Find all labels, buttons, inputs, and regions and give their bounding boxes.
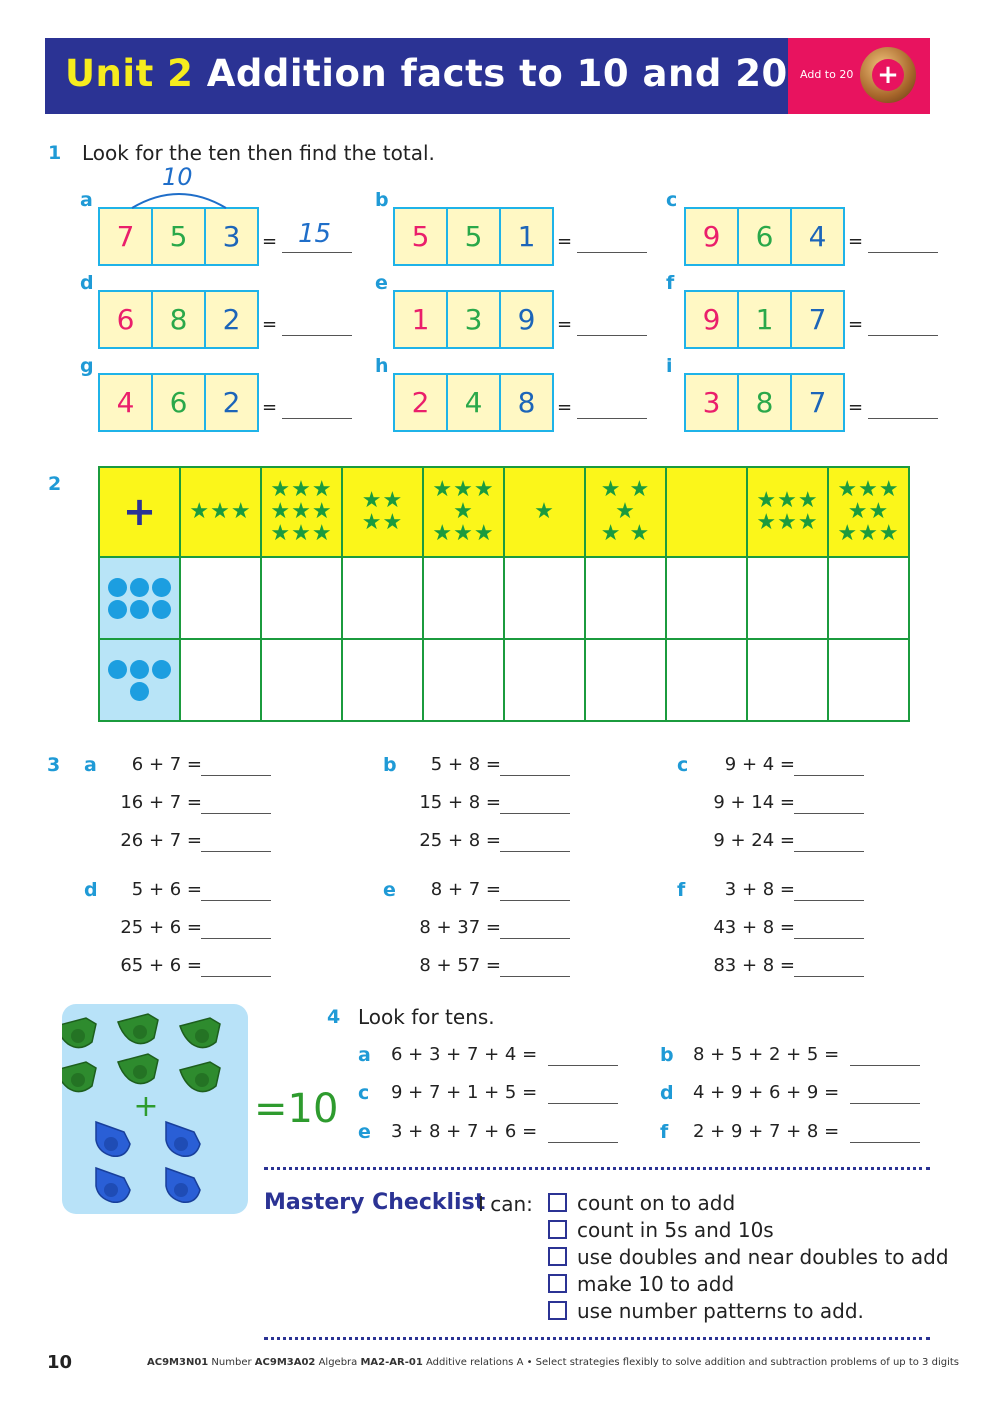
q4-answer-line[interactable] xyxy=(548,1102,618,1104)
q3-sum: 8 + 57 = xyxy=(419,955,501,976)
q1-equals: = xyxy=(557,231,573,252)
answer-cell[interactable] xyxy=(747,557,828,639)
q1-number-cell: 9 xyxy=(686,292,739,347)
answer-cell[interactable] xyxy=(666,557,747,639)
checklist-text: use number patterns to add. xyxy=(577,1299,864,1323)
answer-cell[interactable] xyxy=(666,639,747,721)
q1-label: f xyxy=(666,272,675,294)
q4-sum: 2 + 9 + 7 + 8 = xyxy=(693,1121,840,1142)
topic-tag-label: Add to 20 xyxy=(800,68,854,81)
checkbox-icon[interactable] xyxy=(548,1220,567,1239)
q1-number-cell: 1 xyxy=(395,292,448,347)
unit-header xyxy=(45,38,930,114)
q3-answer-line[interactable] xyxy=(794,975,864,977)
q1-number-cell: 3 xyxy=(448,292,501,347)
q1-equals: = xyxy=(262,314,278,335)
q1-answer-line[interactable] xyxy=(282,251,352,253)
q4-answer-line[interactable] xyxy=(850,1064,920,1066)
q3-answer-line[interactable] xyxy=(794,937,864,939)
q3-sum: 83 + 8 = xyxy=(713,955,795,976)
addition-grid xyxy=(98,466,910,722)
page-title xyxy=(65,52,788,95)
q3-answer-line[interactable] xyxy=(201,937,271,939)
q3-sum: 65 + 6 = xyxy=(120,955,202,976)
q3-answer-line[interactable] xyxy=(201,812,271,814)
star-icon-row: ★ xyxy=(453,499,474,524)
star-icon-row: ★★★ xyxy=(270,499,333,524)
answer-cell[interactable] xyxy=(504,557,585,639)
star-icon-row: ★★★ xyxy=(432,477,495,502)
q3-label: e xyxy=(383,879,396,901)
green-whistle-icon xyxy=(118,1014,158,1044)
q1-label: e xyxy=(375,272,388,294)
code-algebra-label: Algebra xyxy=(318,1357,358,1368)
q3-label: b xyxy=(383,754,397,776)
q2-number: 2 xyxy=(48,473,62,495)
q1-label: c xyxy=(666,189,678,211)
answer-cell[interactable] xyxy=(585,639,666,721)
q3-sum: 8 + 37 = xyxy=(419,917,501,938)
q3-label: f xyxy=(677,879,686,901)
row-header-dots xyxy=(99,639,180,721)
q1-number-cell: 9 xyxy=(517,303,536,336)
page-number: 10 xyxy=(47,1352,73,1373)
q1-label: a xyxy=(80,189,93,211)
q3-sum: 6 + 7 = xyxy=(131,754,202,775)
q3-sum: 26 + 7 = xyxy=(120,830,202,851)
q1-number-cell: 5 xyxy=(448,209,501,264)
q3-label: d xyxy=(84,879,98,901)
answer-cell[interactable] xyxy=(828,639,909,721)
checkbox-icon[interactable] xyxy=(548,1247,567,1266)
star-header-cell xyxy=(342,467,423,557)
q1-number-strip xyxy=(98,373,259,432)
q3-answer-line[interactable] xyxy=(794,850,864,852)
q1-label: h xyxy=(375,355,389,377)
plus-symbol: + xyxy=(872,59,904,91)
q1-equals: = xyxy=(262,397,278,418)
q1-number-cell: 7 xyxy=(100,209,153,264)
code-additive-label: Additive relations A • Select strategies flexibly to solve addition and subtraction problems of up to 3 digits xyxy=(425,1357,959,1368)
answer-cell[interactable] xyxy=(747,639,828,721)
q3-answer-line[interactable] xyxy=(500,937,570,939)
green-whistle-icon xyxy=(62,1062,96,1092)
blue-whistle-icon xyxy=(96,1122,130,1156)
code-algebra: AC9M3A02 xyxy=(254,1357,316,1368)
q1-number-cell: 6 xyxy=(153,375,206,430)
dot-icon xyxy=(152,600,171,619)
q3-sum: 5 + 8 = xyxy=(430,754,501,775)
star-icon-row: ★★★ xyxy=(432,521,495,546)
q3-number: 3 xyxy=(47,754,61,776)
q3-answer-line[interactable] xyxy=(500,899,570,901)
answer-cell[interactable] xyxy=(261,557,342,639)
answer-cell[interactable] xyxy=(828,557,909,639)
whistles-illustration xyxy=(62,1004,248,1214)
q1-number: 1 xyxy=(48,142,62,164)
answer-cell[interactable] xyxy=(423,639,504,721)
q3-answer-line[interactable] xyxy=(500,774,570,776)
star-icon-row: ★★ xyxy=(361,510,404,535)
q1-handwritten-answer: 15 xyxy=(298,219,332,249)
q1-label: g xyxy=(80,355,94,377)
q1-number-cell: 1 xyxy=(517,220,536,253)
star-header-cell xyxy=(180,467,261,557)
q3-sum: 25 + 8 = xyxy=(419,830,501,851)
q1-number-cell: 8 xyxy=(517,386,536,419)
green-whistle-icon xyxy=(118,1054,158,1084)
star-icon-row: ★ ★ xyxy=(600,521,651,546)
q1-number-cell: 3 xyxy=(686,375,739,430)
q1-number-cell: 9 xyxy=(686,209,739,264)
answer-cell[interactable] xyxy=(180,639,261,721)
star-icon-row: ★★★ xyxy=(189,499,252,524)
green-whistle-icon xyxy=(180,1018,220,1048)
unit-title: Addition facts to 10 and 20 xyxy=(206,52,788,95)
q1-number-strip xyxy=(684,373,845,432)
q3-answer-line[interactable] xyxy=(201,850,271,852)
q1-answer-line[interactable] xyxy=(868,334,938,336)
star-icon-row: ★ xyxy=(615,499,636,524)
code-number: AC9M3N01 xyxy=(147,1357,209,1368)
q4-label: c xyxy=(358,1082,370,1104)
q1-answer-line[interactable] xyxy=(868,251,938,253)
q1-number-cell: 4 xyxy=(448,375,501,430)
q1-number-cell: 4 xyxy=(100,375,153,430)
dot-icon xyxy=(130,682,149,701)
checklist-text: use doubles and near doubles to add xyxy=(577,1245,949,1269)
q4-answer-line[interactable] xyxy=(850,1141,920,1143)
add-badge-icon xyxy=(860,47,916,103)
star-icon-row: ★★★ xyxy=(270,521,333,546)
checkbox-icon[interactable] xyxy=(548,1301,567,1320)
q1-number-cell: 2 xyxy=(395,375,448,430)
q4-sum: 6 + 3 + 7 + 4 = xyxy=(391,1044,538,1065)
q3-sum: 9 + 24 = xyxy=(713,830,795,851)
answer-cell[interactable] xyxy=(261,639,342,721)
checklist-item xyxy=(548,1299,949,1326)
q1-number-strip xyxy=(684,290,845,349)
q3-answer-line[interactable] xyxy=(500,850,570,852)
q3-label: c xyxy=(677,754,689,776)
q4-label: e xyxy=(358,1121,371,1143)
star-icon-row: ★★★ xyxy=(270,477,333,502)
q1-number-strip xyxy=(393,207,554,266)
q1-number-cell: 4 xyxy=(808,220,827,253)
q4-sum: 3 + 8 + 7 + 6 = xyxy=(391,1121,538,1142)
checklist-item xyxy=(548,1218,949,1245)
q3-answer-line[interactable] xyxy=(794,812,864,814)
checkbox-icon[interactable] xyxy=(548,1274,567,1293)
checklist-item xyxy=(548,1191,949,1218)
q4-sum: 9 + 7 + 1 + 5 = xyxy=(391,1082,538,1103)
q3-answer-line[interactable] xyxy=(201,774,271,776)
answer-cell[interactable] xyxy=(342,639,423,721)
q1-number-cell: 2 xyxy=(222,303,241,336)
q1-number-strip xyxy=(98,207,259,266)
q1-label: i xyxy=(666,355,673,377)
code-additive: MA2-AR-01 xyxy=(360,1357,423,1368)
dot-icon xyxy=(130,660,149,679)
whistles-picture xyxy=(62,1004,248,1214)
topic-tag xyxy=(788,38,930,114)
answer-cell[interactable] xyxy=(504,639,585,721)
q1-answer-line[interactable] xyxy=(282,417,352,419)
star-icon-row: ★★★ xyxy=(756,488,819,513)
star-header-cell xyxy=(261,467,342,557)
q4-answer-line[interactable] xyxy=(850,1102,920,1104)
checklist-text: count on to add xyxy=(577,1191,736,1215)
dot-icon xyxy=(152,660,171,679)
checklist-item xyxy=(548,1272,949,1299)
q3-label: a xyxy=(84,754,97,776)
checkbox-icon[interactable] xyxy=(548,1193,567,1212)
q1-number-cell: 5 xyxy=(395,209,448,264)
mastery-checklist xyxy=(548,1191,949,1326)
q1-number-cell: 1 xyxy=(739,292,792,347)
star-header-cell xyxy=(585,467,666,557)
q3-sum: 16 + 7 = xyxy=(120,792,202,813)
q1-equals: = xyxy=(848,231,864,252)
blue-whistle-icon xyxy=(166,1168,200,1202)
q1-answer-line[interactable] xyxy=(868,417,938,419)
checklist-item xyxy=(548,1245,949,1272)
q1-instruction: Look for the ten then find the total. xyxy=(82,141,435,165)
q1-answer-line[interactable] xyxy=(577,417,647,419)
row-header-dots xyxy=(99,557,180,639)
answer-cell[interactable] xyxy=(423,557,504,639)
q1-equals: = xyxy=(262,231,278,252)
dot-icon xyxy=(108,660,127,679)
answer-cell[interactable] xyxy=(180,557,261,639)
star-icon-row: ★ ★ xyxy=(600,477,651,502)
q3-sum: 43 + 8 = xyxy=(713,917,795,938)
q1-equals: = xyxy=(848,314,864,335)
dot-icon xyxy=(108,578,127,597)
q1-number-cell: 3 xyxy=(222,220,241,253)
q1-equals: = xyxy=(848,397,864,418)
q4-instruction: Look for tens. xyxy=(358,1005,495,1029)
q4-answer-line[interactable] xyxy=(548,1064,618,1066)
q4-sum: 8 + 5 + 2 + 5 = xyxy=(693,1044,840,1065)
dot-icon xyxy=(108,600,127,619)
q4-label: b xyxy=(660,1044,674,1066)
star-header-cell xyxy=(747,467,828,557)
q1-answer-line[interactable] xyxy=(577,334,647,336)
q1-number-cell: 6 xyxy=(100,292,153,347)
q3-answer-line[interactable] xyxy=(794,774,864,776)
star-icon-row: ★★★ xyxy=(837,521,900,546)
divider xyxy=(264,1167,930,1170)
q1-number-cell: 8 xyxy=(739,375,792,430)
dot-icon xyxy=(130,600,149,619)
curriculum-codes xyxy=(147,1357,959,1368)
star-icon-row: ★★★ xyxy=(837,477,900,502)
answer-cell[interactable] xyxy=(342,557,423,639)
q1-ten-label: 10 xyxy=(162,163,193,191)
q4-label: f xyxy=(660,1121,669,1143)
q1-equals: = xyxy=(557,397,573,418)
grid-operator: + xyxy=(99,467,180,557)
q1-answer-line[interactable] xyxy=(577,251,647,253)
q1-label: b xyxy=(375,189,389,211)
blue-whistle-icon xyxy=(96,1168,130,1202)
q4-sum: 4 + 9 + 6 + 9 = xyxy=(693,1082,840,1103)
star-icon-row: ★ xyxy=(534,499,555,524)
q4-number: 4 xyxy=(327,1006,341,1028)
q3-sum: 3 + 8 = xyxy=(724,879,795,900)
q1-number-cell: 8 xyxy=(153,292,206,347)
q1-equals: = xyxy=(557,314,573,335)
checklist-text: make 10 to add xyxy=(577,1272,735,1296)
q1-number-strip xyxy=(684,207,845,266)
q1-number-strip xyxy=(393,290,554,349)
star-icon-row: ★★ xyxy=(847,499,890,524)
star-header-cell xyxy=(504,467,585,557)
q1-number-cell: 7 xyxy=(808,303,827,336)
q3-answer-line[interactable] xyxy=(794,899,864,901)
q1-number-cell: 6 xyxy=(739,209,792,264)
green-whistle-icon xyxy=(62,1018,96,1048)
q1-number-cell: 7 xyxy=(808,386,827,419)
q3-sum: 9 + 4 = xyxy=(724,754,795,775)
q4-label: a xyxy=(358,1044,371,1066)
q1-number-cell: 5 xyxy=(153,209,206,264)
star-header-cell xyxy=(828,467,909,557)
q1-number-strip xyxy=(393,373,554,432)
q3-answer-line[interactable] xyxy=(201,899,271,901)
whistles-plus: + xyxy=(133,1089,159,1124)
star-icon-row: ★★ xyxy=(361,488,404,513)
blue-whistle-icon xyxy=(166,1122,200,1156)
green-whistle-icon xyxy=(180,1062,220,1092)
unit-number: Unit 2 xyxy=(65,52,194,95)
checklist-text: count in 5s and 10s xyxy=(577,1218,774,1242)
dot-icon xyxy=(152,578,171,597)
star-header-cell xyxy=(666,467,747,557)
q4-answer-line[interactable] xyxy=(548,1141,618,1143)
q3-sum: 8 + 7 = xyxy=(430,879,501,900)
star-icon-row: ★★★ xyxy=(756,510,819,535)
q3-answer-line[interactable] xyxy=(500,812,570,814)
mastery-intro: I can: xyxy=(478,1192,533,1216)
answer-cell[interactable] xyxy=(585,557,666,639)
q1-number-strip xyxy=(98,290,259,349)
mastery-title: Mastery Checklist xyxy=(264,1190,486,1215)
divider xyxy=(264,1337,930,1340)
q3-answer-line[interactable] xyxy=(201,975,271,977)
q1-answer-line[interactable] xyxy=(282,334,352,336)
dot-icon xyxy=(130,578,149,597)
q3-sum: 5 + 6 = xyxy=(131,879,202,900)
q4-label: d xyxy=(660,1082,674,1104)
q3-sum: 15 + 8 = xyxy=(419,792,501,813)
q1-number-cell: 2 xyxy=(222,386,241,419)
q3-answer-line[interactable] xyxy=(500,975,570,977)
code-number-label: Number xyxy=(211,1357,252,1368)
q3-sum: 25 + 6 = xyxy=(120,917,202,938)
equals-ten: =10 xyxy=(254,1086,339,1132)
star-header-cell xyxy=(423,467,504,557)
q1-label: d xyxy=(80,272,94,294)
q3-sum: 9 + 14 = xyxy=(713,792,795,813)
